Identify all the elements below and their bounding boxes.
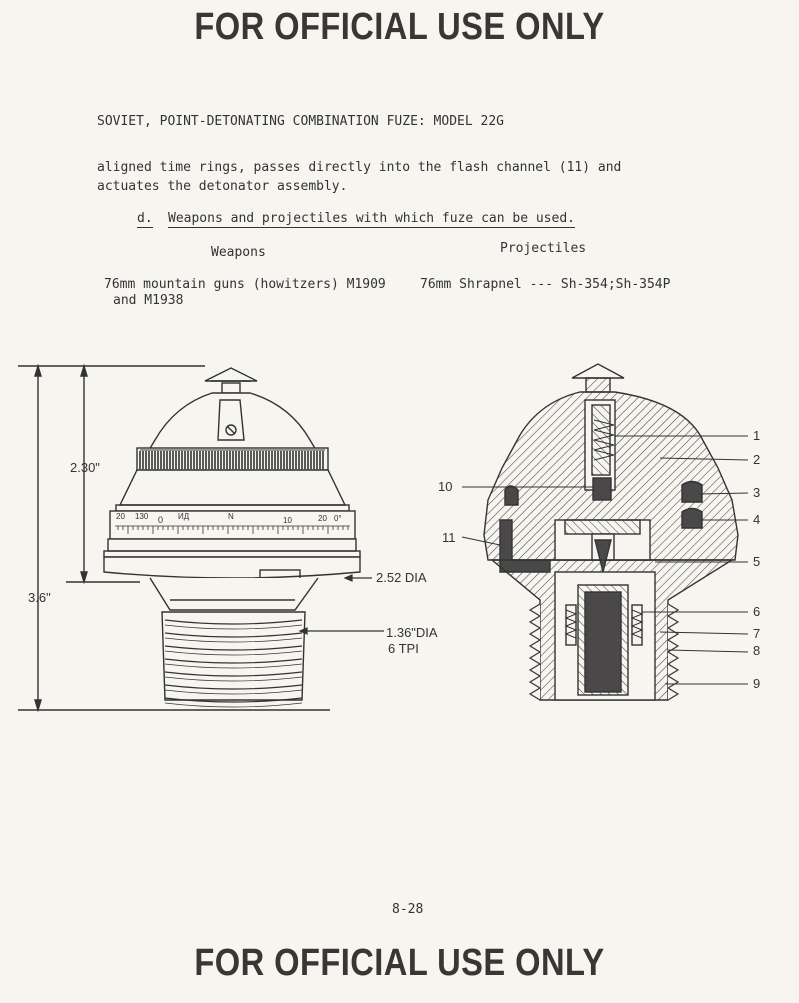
callout-8: 8 — [753, 643, 761, 658]
banner-bottom: FOR OFFICIAL USE ONLY — [194, 942, 605, 984]
document-title: SOVIET, POINT-DETONATING COMBINATION FUZE: MODEL 22G — [97, 114, 504, 129]
callout-5: 5 — [753, 554, 761, 569]
scale-label: 10 — [283, 516, 292, 525]
paragraph-line-1: aligned time rings, passes directly into the flash channel (11) and — [97, 160, 622, 175]
paragraph-line-2: actuates the detonator assembly. — [97, 179, 348, 194]
column-header-projectiles: Projectiles — [500, 241, 587, 256]
scale-label: 0° — [334, 514, 342, 523]
callout-1: 1 — [753, 428, 761, 443]
dim-dia-thread: 1.36"DIA — [386, 625, 438, 640]
scale-label: ИД — [178, 512, 190, 521]
scale-label: 20 — [318, 514, 327, 523]
callout-11: 11 — [442, 530, 456, 545]
banner-top: FOR OFFICIAL USE ONLY — [194, 6, 605, 48]
callout-3: 3 — [753, 485, 761, 500]
scale-label: N — [228, 512, 234, 521]
section-letter-text: d. — [137, 211, 153, 226]
column-header-weapons: Weapons — [211, 245, 266, 260]
weapon-line-1: 76mm mountain guns (howitzers) M1909 — [104, 277, 386, 292]
dim-height-total: 3.6" — [28, 590, 51, 605]
dim-height-top: 2.30" — [70, 460, 100, 475]
callout-4: 4 — [753, 512, 761, 527]
callout-2: 2 — [753, 452, 761, 467]
scale-label: 130 — [135, 512, 149, 521]
callout-9: 9 — [753, 676, 761, 691]
weapon-line-2: and M1938 — [113, 293, 184, 308]
callout-7: 7 — [753, 626, 761, 641]
scale-label: 20 — [116, 512, 125, 521]
projectile-entry: 76mm Shrapnel --- Sh-354;Sh-354P — [420, 277, 671, 292]
dim-tpi: 6 TPI — [388, 641, 419, 656]
page-number: 8-28 — [392, 902, 424, 917]
scale-label: 0 — [158, 515, 164, 525]
section-heading-text: Weapons and projectiles with which fuze can be used. — [168, 211, 575, 226]
dim-dia-body: 2.52 DIA — [376, 570, 427, 585]
callout-10: 10 — [438, 479, 453, 494]
callout-6: 6 — [753, 604, 761, 619]
